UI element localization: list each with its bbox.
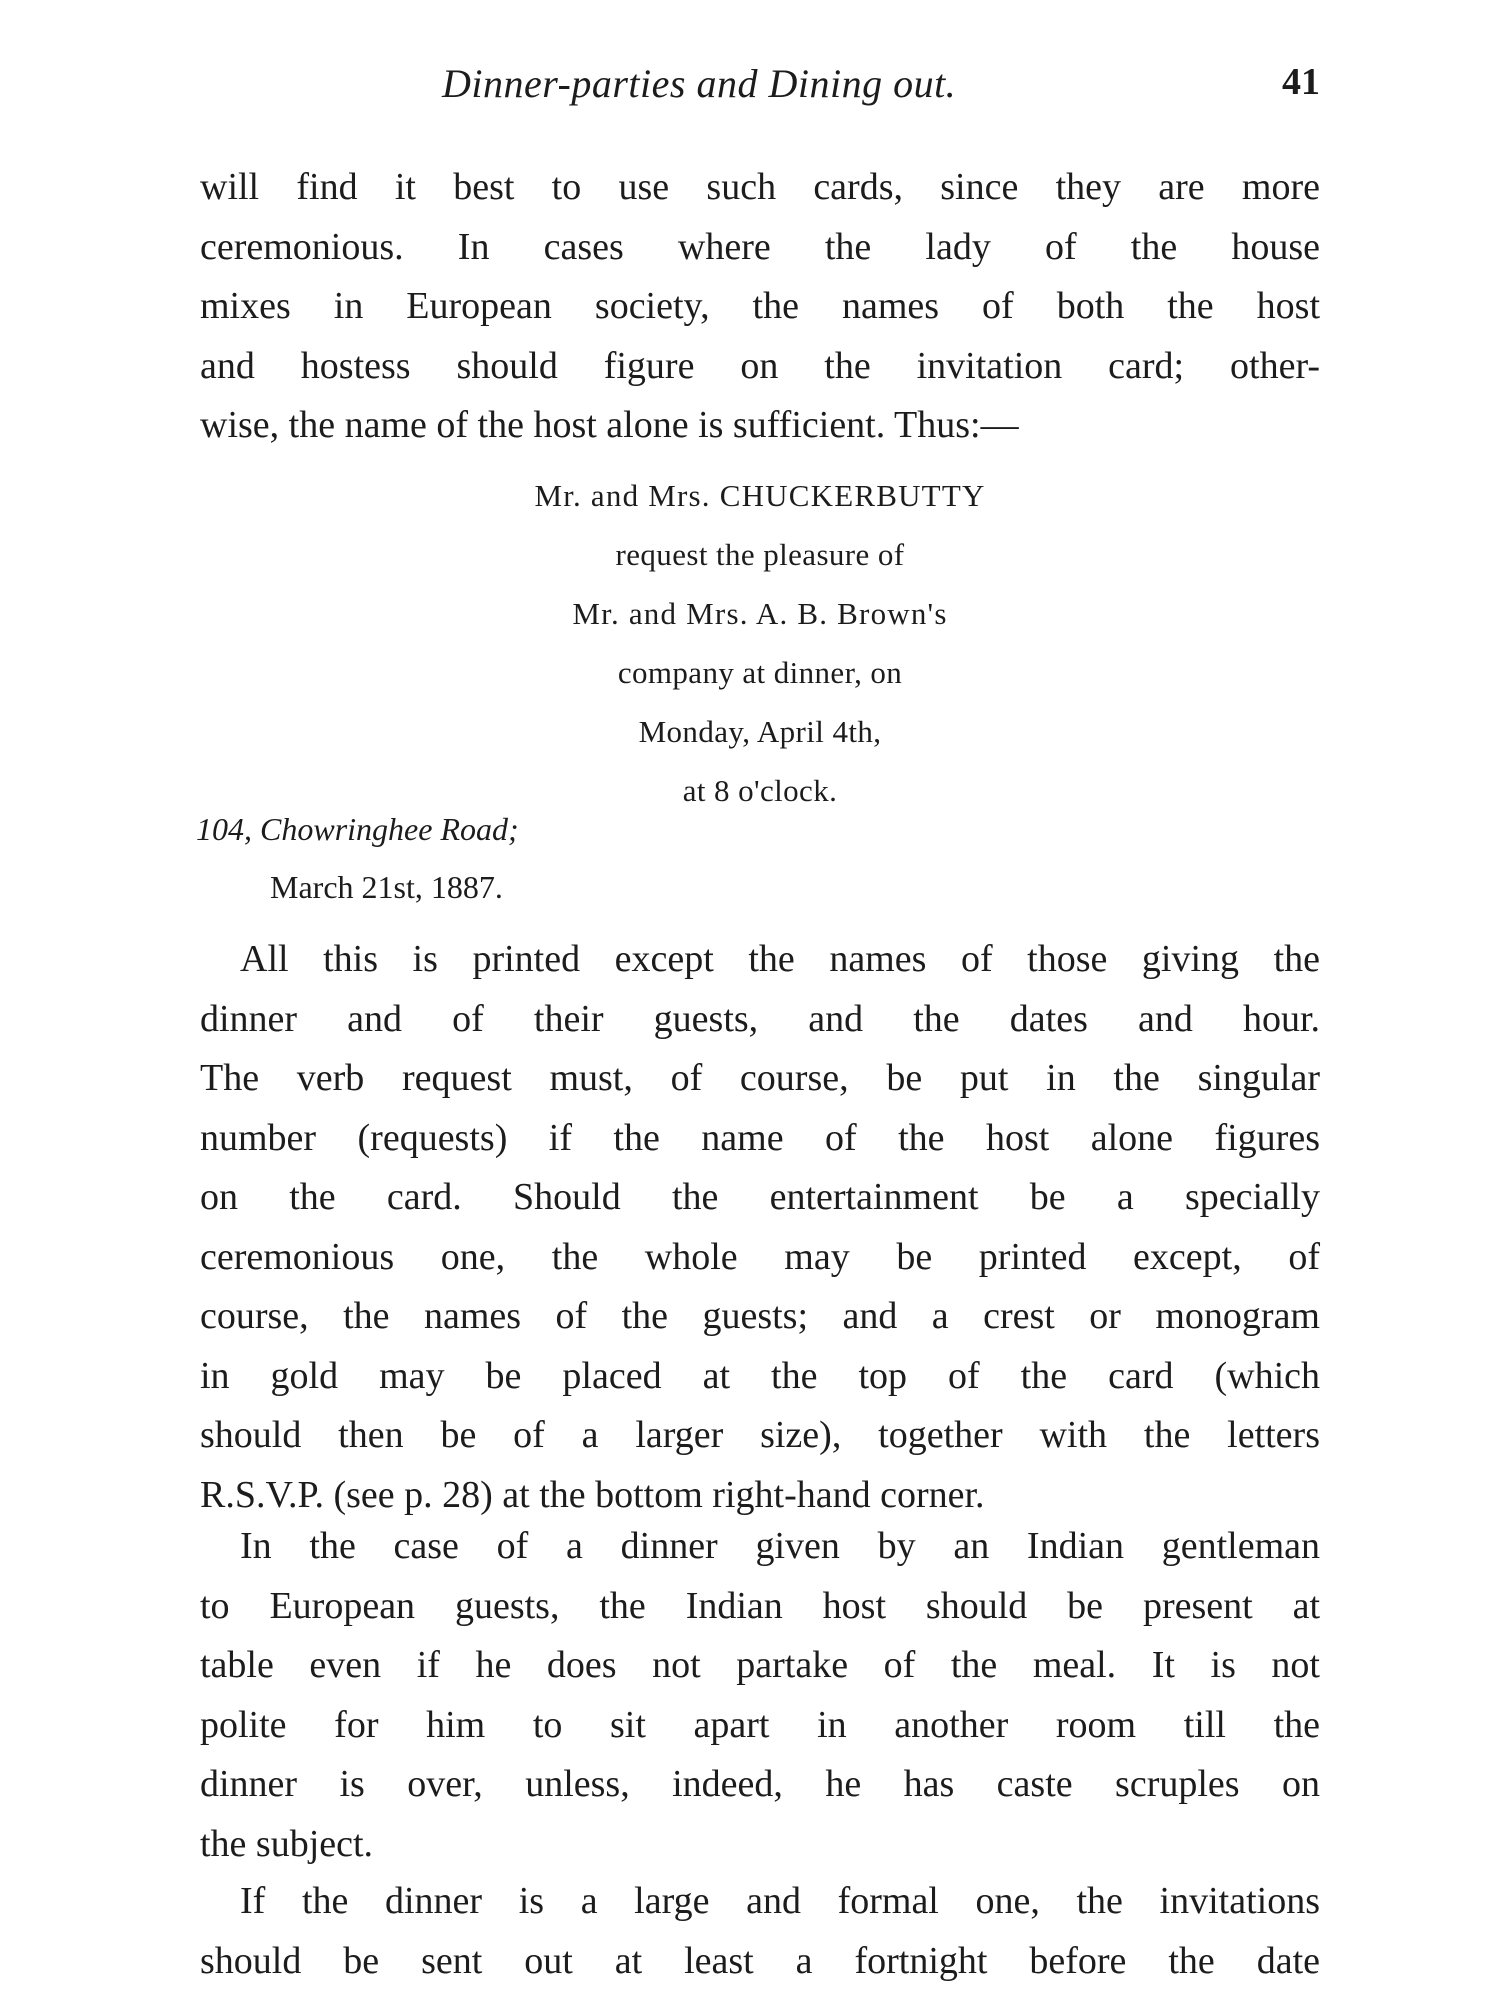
text-line: dinner and of their guests, and the dates and hour. bbox=[200, 997, 1320, 1040]
card-company-line: company at dinner, on bbox=[617, 655, 903, 690]
text-line: R.S.V.P. (see p. 28) at the bottom right-hand corner. bbox=[200, 1473, 985, 1516]
card-guests-line: Mr. and Mrs. A. B. Brown's bbox=[572, 596, 948, 631]
text-line: should then be of a larger size), together with the letters bbox=[200, 1414, 1320, 1456]
text-line: dinner is over, unless, indeed, he has caste scruples on bbox=[200, 1763, 1320, 1805]
running-head bbox=[200, 60, 1320, 124]
text-line: wise, the name of the host alone is sufficient. Thus:— bbox=[200, 404, 1019, 446]
text-line: will find it best to use such cards, since they are more bbox=[200, 166, 1320, 208]
text-line: ceremonious one, the whole may be printed except, of bbox=[200, 1235, 1320, 1278]
text-line: In the case of a dinner given by an Indian gentleman bbox=[240, 1525, 1320, 1567]
text-line: If the dinner is a large and formal one, the invitations bbox=[240, 1880, 1320, 1922]
card-hosts-line: Mr. and Mrs. CHUCKERBUTTY bbox=[534, 478, 986, 513]
text-line: table even if he does not partake of the meal. It is not bbox=[200, 1644, 1320, 1686]
text-line: The verb request must, of course, be put in the singular bbox=[200, 1057, 1320, 1099]
text-line: on the card. Should the entertainment be a specially bbox=[200, 1176, 1320, 1218]
text-line: mixes in European society, the names of both the host bbox=[200, 285, 1320, 327]
text-line: All this is printed except the names of those giving the bbox=[240, 938, 1320, 980]
paragraph-3 bbox=[200, 1517, 1320, 1874]
text-line: course, the names of the guests; and a crest or monogram bbox=[200, 1295, 1320, 1337]
text-line: in gold may be placed at the top of the card (which bbox=[200, 1354, 1320, 1397]
card-address: 104, Chowringhee Road; bbox=[196, 811, 519, 847]
text-line: ceremonious. In cases where the lady of the house bbox=[200, 225, 1320, 268]
paragraph-text bbox=[200, 158, 1320, 456]
text-line: to European guests, the Indian host should be present at bbox=[200, 1584, 1320, 1627]
text-line: and hostess should figure on the invitation card; other- bbox=[200, 344, 1320, 387]
paragraph-2 bbox=[200, 930, 1320, 1525]
paragraph-text bbox=[200, 930, 1320, 1525]
card-date: March 21st, 1887. bbox=[270, 869, 503, 905]
card-time-line: at 8 o'clock. bbox=[682, 773, 838, 808]
paragraph-1 bbox=[200, 158, 1320, 456]
text-line: polite for him to sit apart in another room till the bbox=[200, 1703, 1320, 1746]
card-request-line: request the pleasure of bbox=[615, 537, 905, 572]
paragraph-text bbox=[200, 1872, 1320, 1991]
paragraph-text bbox=[200, 1517, 1320, 1874]
running-title: Dinner-parties and Dining out. bbox=[442, 61, 957, 106]
text-line: should be sent out at least a fortnight before the date bbox=[200, 1939, 1320, 1982]
paragraph-4 bbox=[200, 1872, 1320, 1991]
text-line: number (requests) if the name of the host alone figures bbox=[200, 1116, 1320, 1159]
page-number: 41 bbox=[1282, 61, 1320, 103]
card-day-line: Monday, April 4th, bbox=[638, 714, 882, 749]
text-line: the subject. bbox=[200, 1822, 374, 1865]
invitation-card-sample bbox=[200, 466, 1320, 820]
card-address-block bbox=[196, 800, 519, 916]
